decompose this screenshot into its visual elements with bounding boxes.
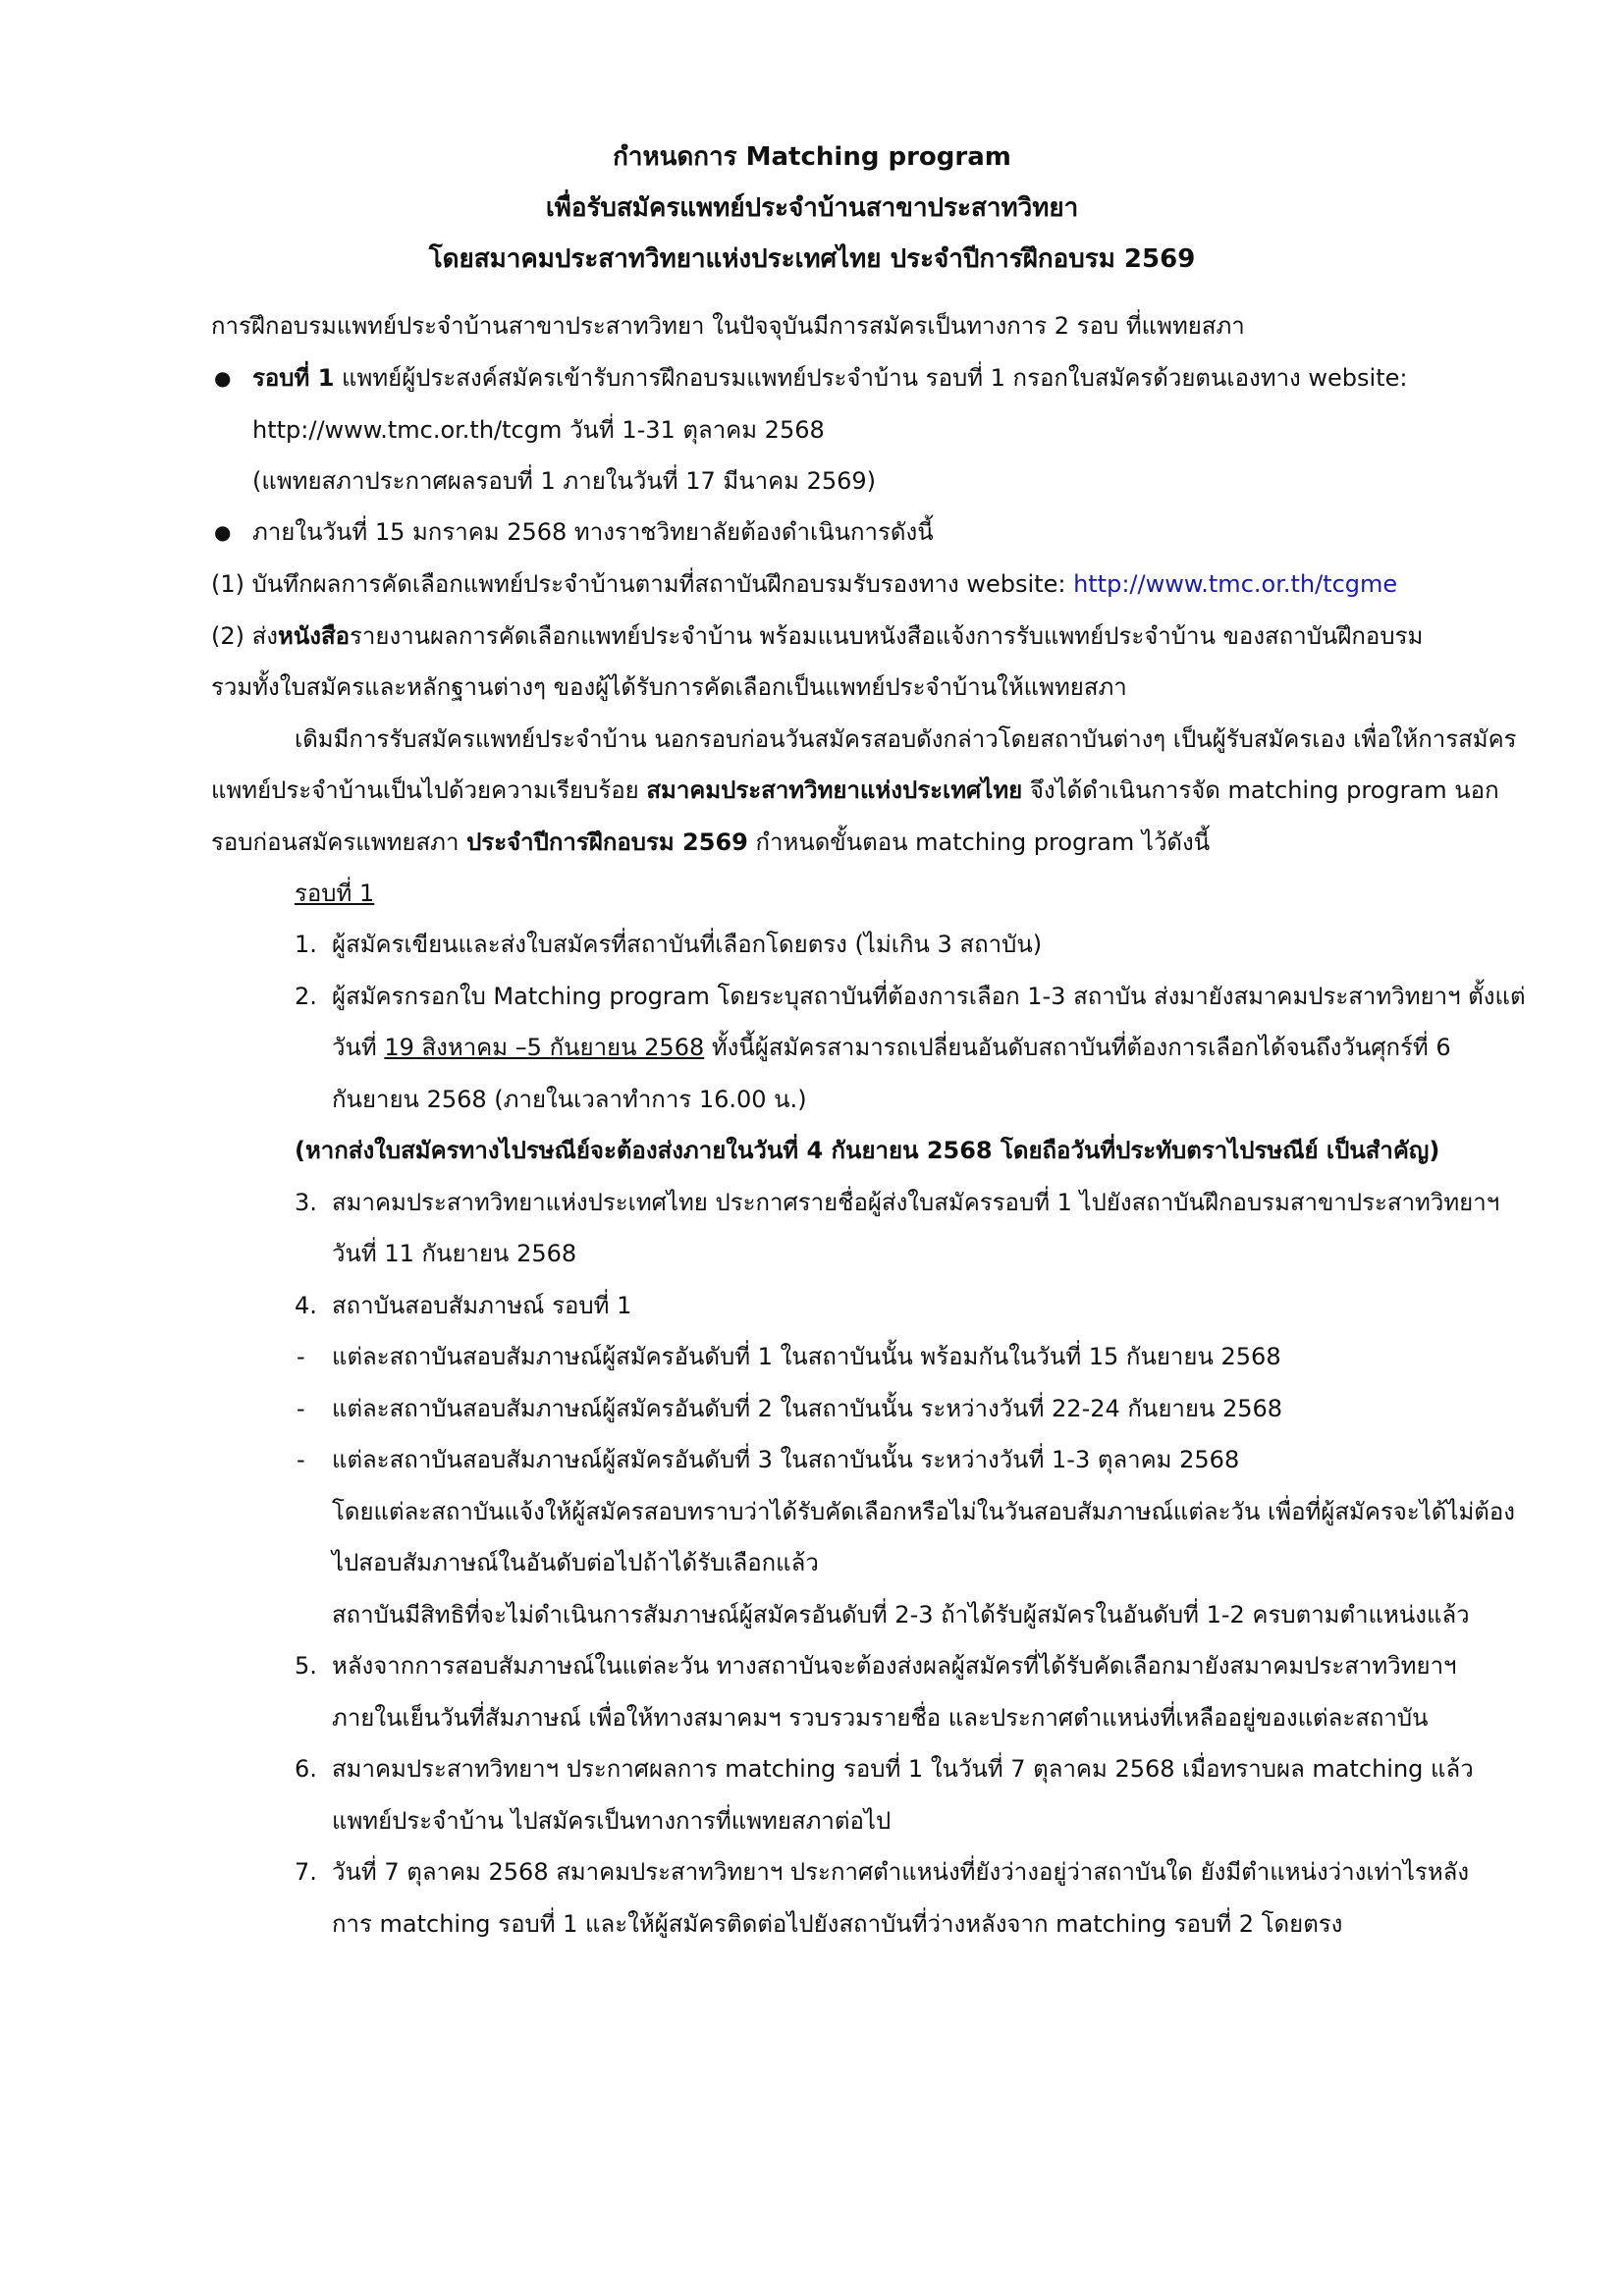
tcgme-link[interactable]: http://www.tmc.or.th/tcgme <box>1073 570 1398 598</box>
item-5-line-2: ภายในเย็นวันที่สัมภาษณ์ เพื่อให้ทางสมาคมฯ รวบรวมรายชื่อ และประกาศตำแหน่งที่เหลืออยู่ของแต่ละสถาบัน <box>332 1704 1429 1732</box>
document-title-line-2: เพื่อรับสมัครแพทย์ประจำบ้านสาขาประสาทวิทยา <box>545 193 1079 223</box>
notice-line-1: โดยแต่ละสถาบันแจ้งให้ผู้สมัครสอบทราบว่าได้รับคัดเลือกหรือไม่ในวันสอบสัมภาษณ์แต่ละวัน เพื่อที่ผู้สมัครจะได้ไม่ต้อง <box>332 1498 1515 1525</box>
round-heading: รอบที่ 1 <box>295 880 375 907</box>
item-6-line-1: สมาคมประสาทวิทยาฯ ประกาศผลการ matching รอบที่ 1 ในวันที่ 7 ตุลาคม 2568 เมื่อทราบผล matching แล้ว <box>332 1755 1474 1783</box>
bullet-1-text: แพทย์ผู้ประสงค์สมัครเข้ารับการฝึกอบรมแพทย์ประจำบ้าน รอบที่ 1 กรอกใบสมัครด้วยตนเองทาง website: <box>334 364 1408 392</box>
sub-item-2-pre: (2) ส่ง <box>211 622 278 650</box>
sub-item-2-post: รายงานผลการคัดเลือกแพทย์ประจำบ้าน พร้อมแนบหนังสือแจ้งการรับแพทย์ประจำบ้าน ของสถาบันฝึกอบรม <box>350 622 1424 650</box>
item-number: 7. <box>295 1858 317 1886</box>
item-3-line-2: วันที่ 11 กันยายน 2568 <box>332 1240 577 1267</box>
paragraph-line-1: เดิมมีการรับสมัครแพทย์ประจำบ้าน นอกรอบก่อนวันสมัครสอบดังกล่าวโดยสถาบันต่างๆ เป็นผู้รับสมัครเอง เพื่อให้การสมัคร <box>295 725 1517 753</box>
item-2-date-range: 19 สิงหาคม –5 กันยายน 2568 <box>384 1034 705 1061</box>
item-2-line-3: กันยายน 2568 (ภายในเวลาทำการ 16.00 น.) <box>332 1086 807 1113</box>
dash-item-3: แต่ละสถาบันสอบสัมภาษณ์ผู้สมัครอันดับที่ 3 ในสถาบันนั้น ระหว่างวันที่ 1-3 ตุลาคม 2568 <box>332 1446 1240 1473</box>
paragraph-line-3-post: กำหนดขั้นตอน matching program ไว้ดังนี้ <box>747 828 1211 856</box>
notice-line-2: ไปสอบสัมภาษณ์ในอันดับต่อไปถ้าได้รับเลือกแล้ว <box>332 1549 819 1576</box>
intro-text: การฝึกอบรมแพทย์ประจำบ้านสาขาประสาทวิทยา ในปัจจุบันมีการสมัครเป็นทางการ 2 รอบ ที่แพทยสภา <box>211 312 1245 340</box>
bullet-2-text: ภายในวันที่ 15 มกราคม 2568 ทางราชวิทยาลัยต้องดำเนินการดังนี้ <box>252 518 934 546</box>
item-3-line-1: สมาคมประสาทวิทยาแห่งประเทศไทย ประกาศรายชื่อผู้ส่งใบสมัครรอบที่ 1 ไปยังสถาบันฝึกอบรมสาขาประสาทวิทยาฯ <box>332 1189 1500 1216</box>
sub-item-1 <box>211 564 1397 604</box>
paragraph-line-3-bold: ประจำปีการฝึกอบรม 2569 <box>466 828 748 856</box>
bullet-1-lead: รอบที่ 1 <box>252 364 335 392</box>
paragraph-line-2 <box>211 771 1499 810</box>
item-6-line-2: แพทย์ประจำบ้าน ไปสมัครเป็นทางการที่แพทยสภาต่อไป <box>332 1807 892 1835</box>
notice-line-3: สถาบันมีสิทธิที่จะไม่ดำเนินการสัมภาษณ์ผู้สมัครอันดับที่ 2-3 ถ้าได้รับผู้สมัครในอันดับที่ 1-2 ครบตามตำแหน่งแล้ว <box>332 1601 1470 1629</box>
item-number: 2. <box>295 983 317 1010</box>
sub-item-1-text: (1) บันทึกผลการคัดเลือกแพทย์ประจำบ้านตามที่สถาบันฝึกอบรมรับรองทาง website: <box>211 570 1074 598</box>
item-number: 3. <box>295 1189 317 1216</box>
item-number: 1. <box>295 931 317 958</box>
item-7-line-1: วันที่ 7 ตุลาคม 2568 สมาคมประสาทวิทยาฯ ประกาศตำแหน่งที่ยังว่างอยู่ว่าสถาบันใด ยังมีตำแหน่งว่างเท่าไรหลัง <box>332 1858 1470 1886</box>
paragraph-line-3-pre: รอบก่อนสมัครแพทยสภา <box>211 828 467 856</box>
paragraph-line-3 <box>211 823 1210 862</box>
paragraph-line-2-pre: แพทย์ประจำบ้านเป็นไปด้วยความเรียบร้อย <box>211 776 647 804</box>
item-1-text: ผู้สมัครเขียนและส่งใบสมัครที่สถาบันที่เลือกโดยตรง (ไม่เกิน 3 สถาบัน) <box>332 931 1043 958</box>
item-number: 6. <box>295 1755 317 1783</box>
sub-item-2-line-1 <box>211 616 1423 656</box>
dash-marker: - <box>297 1343 305 1370</box>
item-7-line-2: การ matching รอบที่ 1 และให้ผู้สมัครติดต่อไปยังสถาบันที่ว่างหลังจาก matching รอบที่ 2 โดยตรง <box>332 1910 1343 1938</box>
postal-note: (หากส่งใบสมัครทางไปรษณีย์จะต้องส่งภายในวันที่ 4 กันยายน 2568 โดยถือวันที่ประทับตราไปรษณีย์ เป็นสำคัญ) <box>295 1137 1440 1164</box>
bullet-1-line-2: http://www.tmc.or.th/tcgm วันที่ 1-31 ตุลาคม 2568 <box>252 416 825 444</box>
bullet-1-line-3: (แพทยสภาประกาศผลรอบที่ 1 ภายในวันที่ 17 มีนาคม 2569) <box>252 467 877 495</box>
item-number: 4. <box>295 1292 317 1319</box>
item-5-line-1: หลังจากการสอบสัมภาษณ์ในแต่ละวัน ทางสถาบันจะต้องส่งผลผู้สมัครที่ได้รับคัดเลือกมายังสมาคมประสาทวิทยาฯ <box>332 1652 1457 1680</box>
document-title-line-1: กำหนดการ Matching program <box>613 142 1011 172</box>
item-2-line-2-pre: วันที่ <box>332 1034 385 1061</box>
sub-item-2-bold: หนังสือ <box>278 622 351 650</box>
item-2-line-2 <box>332 1028 1451 1067</box>
paragraph-line-2-bold: สมาคมประสาทวิทยาแห่งประเทศไทย <box>646 776 1023 804</box>
item-4-text: สถาบันสอบสัมภาษณ์ รอบที่ 1 <box>332 1292 632 1319</box>
item-number: 5. <box>295 1652 317 1680</box>
dash-item-2: แต่ละสถาบันสอบสัมภาษณ์ผู้สมัครอันดับที่ 2 ในสถาบันนั้น ระหว่างวันที่ 22-24 กันยายน 2568 <box>332 1395 1283 1422</box>
dash-marker: - <box>297 1446 305 1473</box>
sub-item-2-line-2: รวมทั้งใบสมัครและหลักฐานต่างๆ ของผู้ได้รับการคัดเลือกเป็นแพทย์ประจำบ้านให้แพทยสภา <box>211 673 1127 701</box>
bullet-marker: ● <box>214 520 232 544</box>
item-2-line-1: ผู้สมัครกรอกใบ Matching program โดยระบุสถาบันที่ต้องการเลือก 1-3 สถาบัน ส่งมายังสมาคมประสาทวิทยาฯ ตั้งแต่ <box>332 983 1526 1010</box>
paragraph-line-2-post: จึงได้ดำเนินการจัด matching program นอก <box>1022 776 1499 804</box>
dash-marker: - <box>297 1395 305 1422</box>
bullet-1-line-1 <box>252 358 1407 398</box>
item-2-line-2-post: ทั้งนี้ผู้สมัครสามารถเปลี่ยนอันดับสถาบันที่ต้องการเลือกได้จนถึงวันศุกร์ที่ 6 <box>704 1034 1451 1061</box>
document-title-line-3: โดยสมาคมประสาทวิทยาแห่งประเทศไทย ประจำปีการฝึกอบรม 2569 <box>428 244 1196 274</box>
bullet-marker: ● <box>214 366 232 390</box>
dash-item-1: แต่ละสถาบันสอบสัมภาษณ์ผู้สมัครอันดับที่ 1 ในสถาบันนั้น พร้อมกันในวันที่ 15 กันยายน 2568 <box>332 1343 1281 1370</box>
